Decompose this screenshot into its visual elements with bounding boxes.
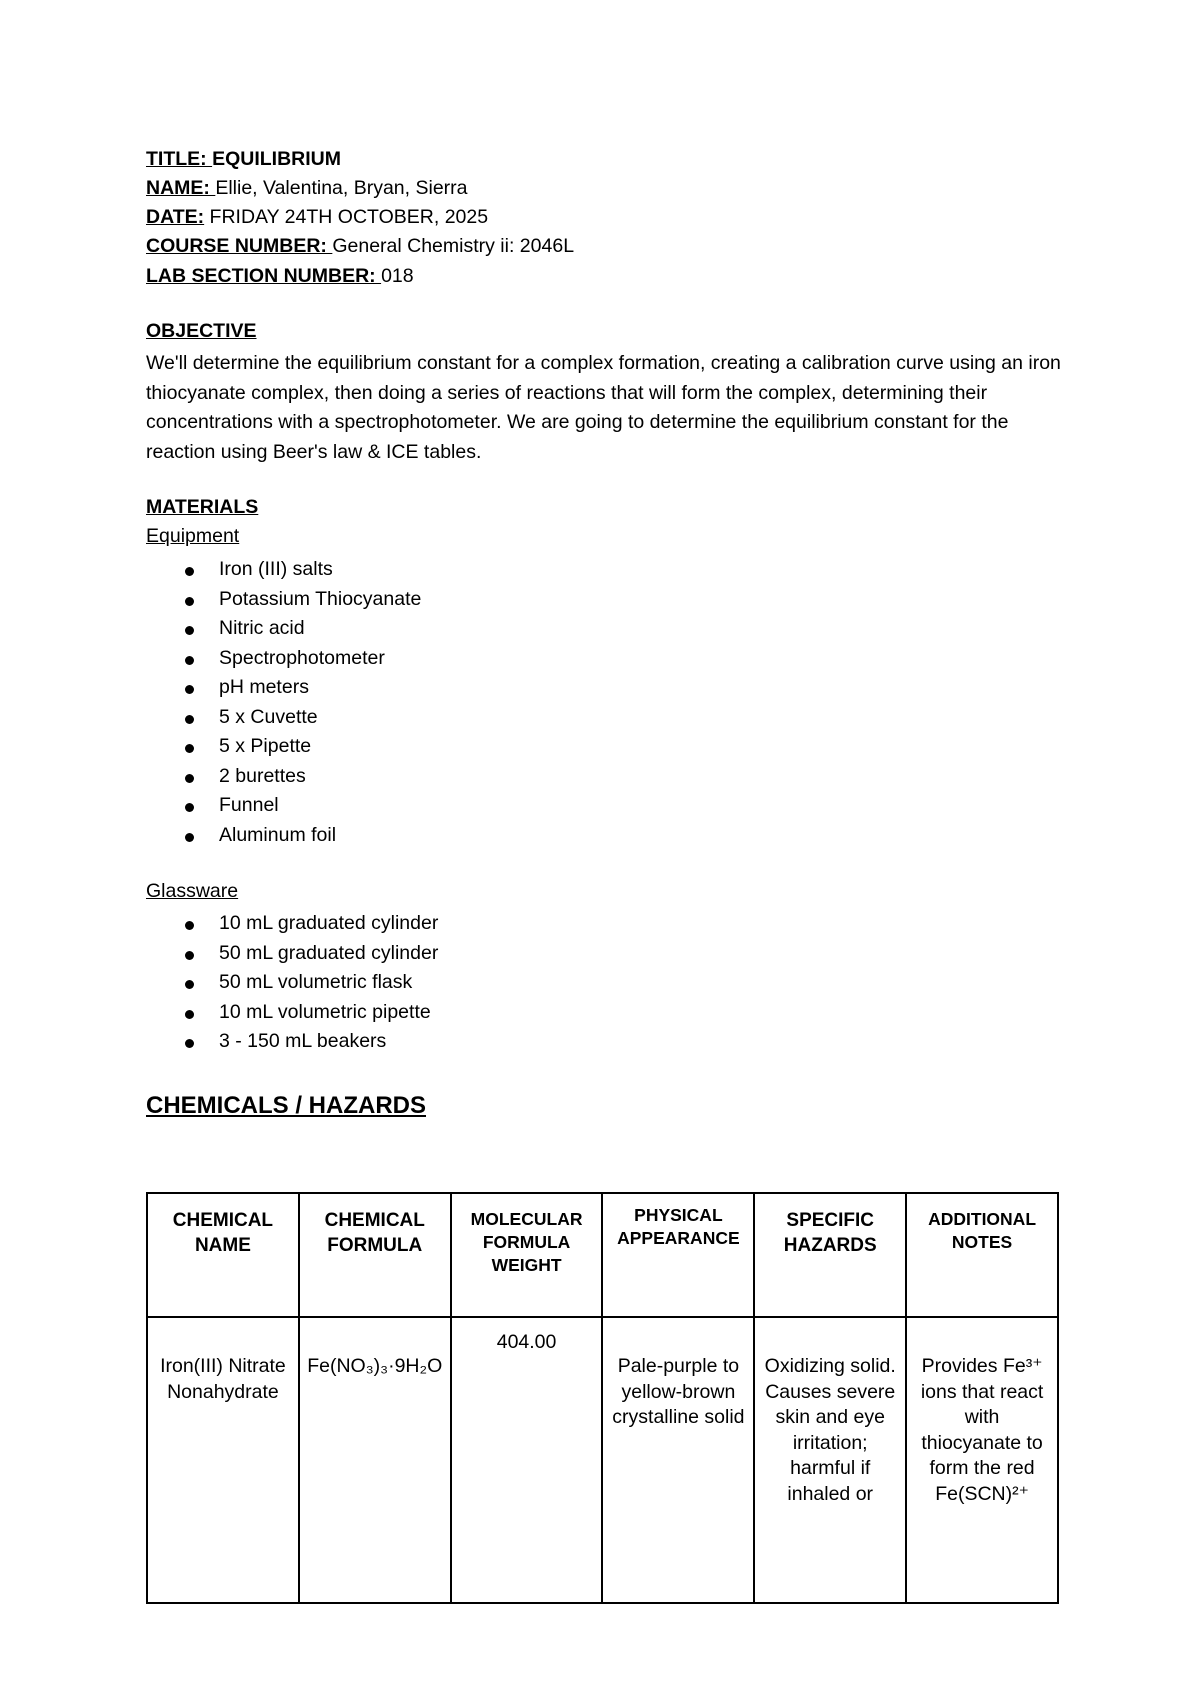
list-item-text: 50 mL volumetric flask — [219, 971, 413, 993]
title-line — [146, 145, 341, 175]
section-label: LAB SECTION NUMBER: — [146, 265, 382, 287]
list-item-text: Nitric acid — [219, 617, 305, 639]
list-item-text: Spectrophotometer — [219, 646, 385, 669]
name-line — [146, 174, 468, 204]
bullet-icon — [185, 951, 194, 960]
column-header: SPECIFIC HAZARDS — [754, 1193, 906, 1317]
bullet-icon — [185, 980, 194, 989]
date-value: FRIDAY 24TH OCTOBER, 2025 — [204, 206, 489, 228]
bullet-icon — [185, 715, 194, 724]
list-item — [146, 585, 421, 615]
column-header: PHYSICAL APPEARANCE — [602, 1193, 754, 1317]
bullet-icon — [185, 656, 194, 665]
list-item — [146, 644, 421, 674]
bullet-icon — [185, 626, 194, 635]
section-line — [146, 262, 414, 292]
list-item-text: Iron (III) salts — [219, 558, 333, 580]
list-item — [146, 673, 421, 703]
equipment-list — [146, 555, 421, 850]
bullet-icon — [185, 803, 194, 812]
glassware-list — [146, 909, 438, 1057]
bullet-icon — [185, 774, 194, 783]
list-item-text: 5 x Pipette — [219, 735, 312, 757]
chemical-formula-cell: Fe(NO₃)₃·9H₂O — [299, 1317, 451, 1603]
column-header: MOLECULAR FORMULA WEIGHT — [451, 1193, 603, 1317]
specific-hazards-cell: Oxidizing solid. Causes severe skin and eye irritation; harmful if inhaled or — [754, 1317, 906, 1603]
column-header: CHEMICAL FORMULA — [299, 1193, 451, 1317]
list-item — [146, 968, 438, 998]
bullet-icon — [185, 1010, 194, 1019]
list-item — [146, 762, 421, 792]
list-item-text: Aluminum foil — [219, 823, 337, 846]
title-label: TITLE: — [146, 148, 213, 170]
bullet-icon — [185, 833, 194, 842]
list-item-text: 10 mL graduated cylinder — [219, 912, 439, 934]
list-item-text: Funnel — [219, 794, 279, 816]
physical-appearance-cell: Pale-purple to yellow-brown crystalline solid — [602, 1317, 754, 1603]
table-header-row — [147, 1193, 1058, 1317]
equipment-heading: Equipment — [146, 525, 240, 547]
objective-heading: OBJECTIVE — [146, 320, 257, 342]
list-item-text: 50 mL graduated cylinder — [219, 941, 439, 964]
title-value: EQUILIBRIUM — [212, 148, 341, 170]
list-item — [146, 732, 421, 762]
materials-heading: MATERIALS — [146, 496, 259, 518]
list-item — [146, 909, 438, 939]
bullet-icon — [185, 597, 194, 606]
chemicals-table — [146, 1192, 1059, 1604]
chemical-name-cell: Iron(III) Nitrate Nonahydrate — [147, 1317, 299, 1603]
bullet-icon — [185, 567, 194, 576]
section-value: 018 — [381, 265, 414, 287]
list-item — [146, 791, 421, 821]
list-item — [146, 614, 421, 644]
list-item-text: 3 - 150 mL beakers — [219, 1030, 387, 1052]
name-label: NAME: — [146, 177, 216, 199]
list-item — [146, 703, 421, 733]
list-item — [146, 555, 421, 585]
bullet-icon — [185, 685, 194, 694]
glassware-heading: Glassware — [146, 880, 239, 902]
list-item-text: 5 x Cuvette — [219, 705, 318, 728]
name-value: Ellie, Valentina, Bryan, Sierra — [215, 177, 468, 199]
chemicals-hazards-heading: CHEMICALS / HAZARDS — [146, 1092, 426, 1119]
date-line — [146, 203, 488, 233]
objective-text: We'll determine the equilibrium constant for a complex formation, creating a calibration curve using an iron thiocyanate complex, then doing a series of reactions that will form the complex, determining their concentrations with a spectrophotometer. We are going to determine the equilibrium constant for the reaction using Beer's law & ICE tables. — [146, 352, 1061, 463]
list-item — [146, 821, 421, 851]
bullet-icon — [185, 744, 194, 753]
molecular-weight-cell: 404.00 — [451, 1317, 603, 1603]
course-line — [146, 232, 574, 262]
date-label: DATE: — [146, 206, 205, 228]
course-label: COURSE NUMBER: — [146, 235, 333, 257]
list-item-text: 2 burettes — [219, 764, 306, 787]
column-header: CHEMICAL NAME — [147, 1193, 299, 1317]
list-item — [146, 939, 438, 969]
table-row — [147, 1317, 1058, 1603]
list-item-text: pH meters — [219, 676, 309, 698]
list-item-text: Potassium Thiocyanate — [219, 587, 422, 610]
list-item — [146, 1027, 438, 1057]
column-header: ADDITIONAL NOTES — [906, 1193, 1058, 1317]
bullet-icon — [185, 921, 194, 930]
list-item-text: 10 mL volumetric pipette — [219, 1000, 431, 1023]
list-item — [146, 998, 438, 1028]
bullet-icon — [185, 1039, 194, 1048]
course-value: General Chemistry ii: 2046L — [332, 235, 575, 257]
additional-notes-cell: Provides Fe³⁺ ions that react with thiocyanate to form the red Fe(SCN)²⁺ — [906, 1317, 1058, 1603]
